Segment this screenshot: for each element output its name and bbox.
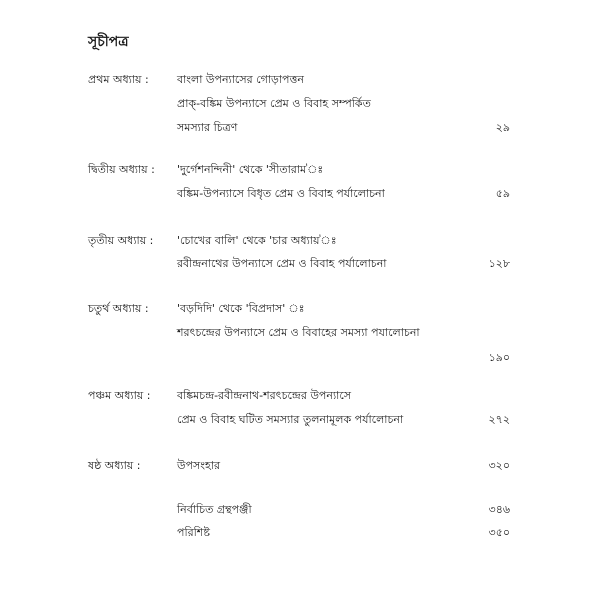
- chapter-2-label: দ্বিতীয় অধ্যায় :: [88, 163, 155, 176]
- chapter-5-page: ২৭২: [488, 413, 510, 426]
- bibliography-label: নির্বাচিত গ্রন্থপঞ্জী: [177, 503, 252, 516]
- chapter-2-line-1: 'দুর্গেশনন্দিনী' থেকে 'সীতারাম'ঃ: [177, 163, 324, 176]
- chapter-4-line-1: 'বড়দিদি' থেকে 'বিপ্রদাস' ঃ: [177, 302, 305, 315]
- chapter-3-label: তৃতীয় অধ্যায় :: [88, 234, 154, 247]
- chapter-6-line-1: উপসংহার: [177, 459, 221, 472]
- chapter-6-label: ষষ্ঠ অধ্যায় :: [88, 459, 141, 472]
- chapter-5-line-2: প্রেম ও বিবাহ ঘটিত সমস্যার তুলনামূলক পর্যালোচনা: [177, 413, 404, 426]
- appendix-label: পরিশিষ্ট: [177, 526, 210, 539]
- chapter-1-label: প্রথম অধ্যায় :: [88, 73, 149, 86]
- chapter-3-line-1: 'চোখের বালি' থেকে 'চার অধ্যায়'ঃ: [177, 234, 337, 247]
- chapter-5-label: পঞ্চম অধ্যায় :: [88, 389, 151, 402]
- chapter-2-page: ৫৯: [495, 187, 510, 200]
- chapter-1-line-1: বাংলা উপন্যাসের গোড়াপত্তন: [177, 73, 304, 86]
- toc-title: সূচীপত্র: [88, 34, 129, 50]
- chapter-4-label: চতুর্থ অধ্যায় :: [88, 302, 149, 315]
- bibliography-page: ৩৪৬: [488, 503, 510, 516]
- chapter-1-line-2: প্রাক্-বঙ্কিম উপন্যাসে প্রেম ও বিবাহ সম্পর্কিত: [177, 97, 371, 110]
- chapter-3-line-2: রবীন্দ্রনাথের উপন্যাসে প্রেম ও বিবাহ পর্যালোচনা: [177, 257, 387, 270]
- chapter-1-line-3: সমস্যার চিত্রণ: [177, 121, 238, 134]
- chapter-5-line-1: বঙ্কিমচন্দ্র-রবীন্দ্রনাথ-শরৎচন্দ্রের উপন্যাসে: [177, 389, 352, 402]
- appendix-page: ৩৫০: [488, 526, 510, 539]
- chapter-2-line-2: বঙ্কিম-উপন্যাসে বিধৃত প্রেম ও বিবাহ পর্যালোচনা: [177, 187, 385, 200]
- chapter-1-page: ২৯: [495, 121, 510, 134]
- chapter-4-line-2: শরৎচন্দ্রের উপন্যাসে প্রেম ও বিবাহের সমস্যা পযালোচনা: [177, 326, 420, 339]
- chapter-3-page: ১২৮: [488, 257, 510, 270]
- chapter-4-page: ১৯০: [488, 351, 510, 364]
- chapter-6-page: ৩২০: [488, 459, 510, 472]
